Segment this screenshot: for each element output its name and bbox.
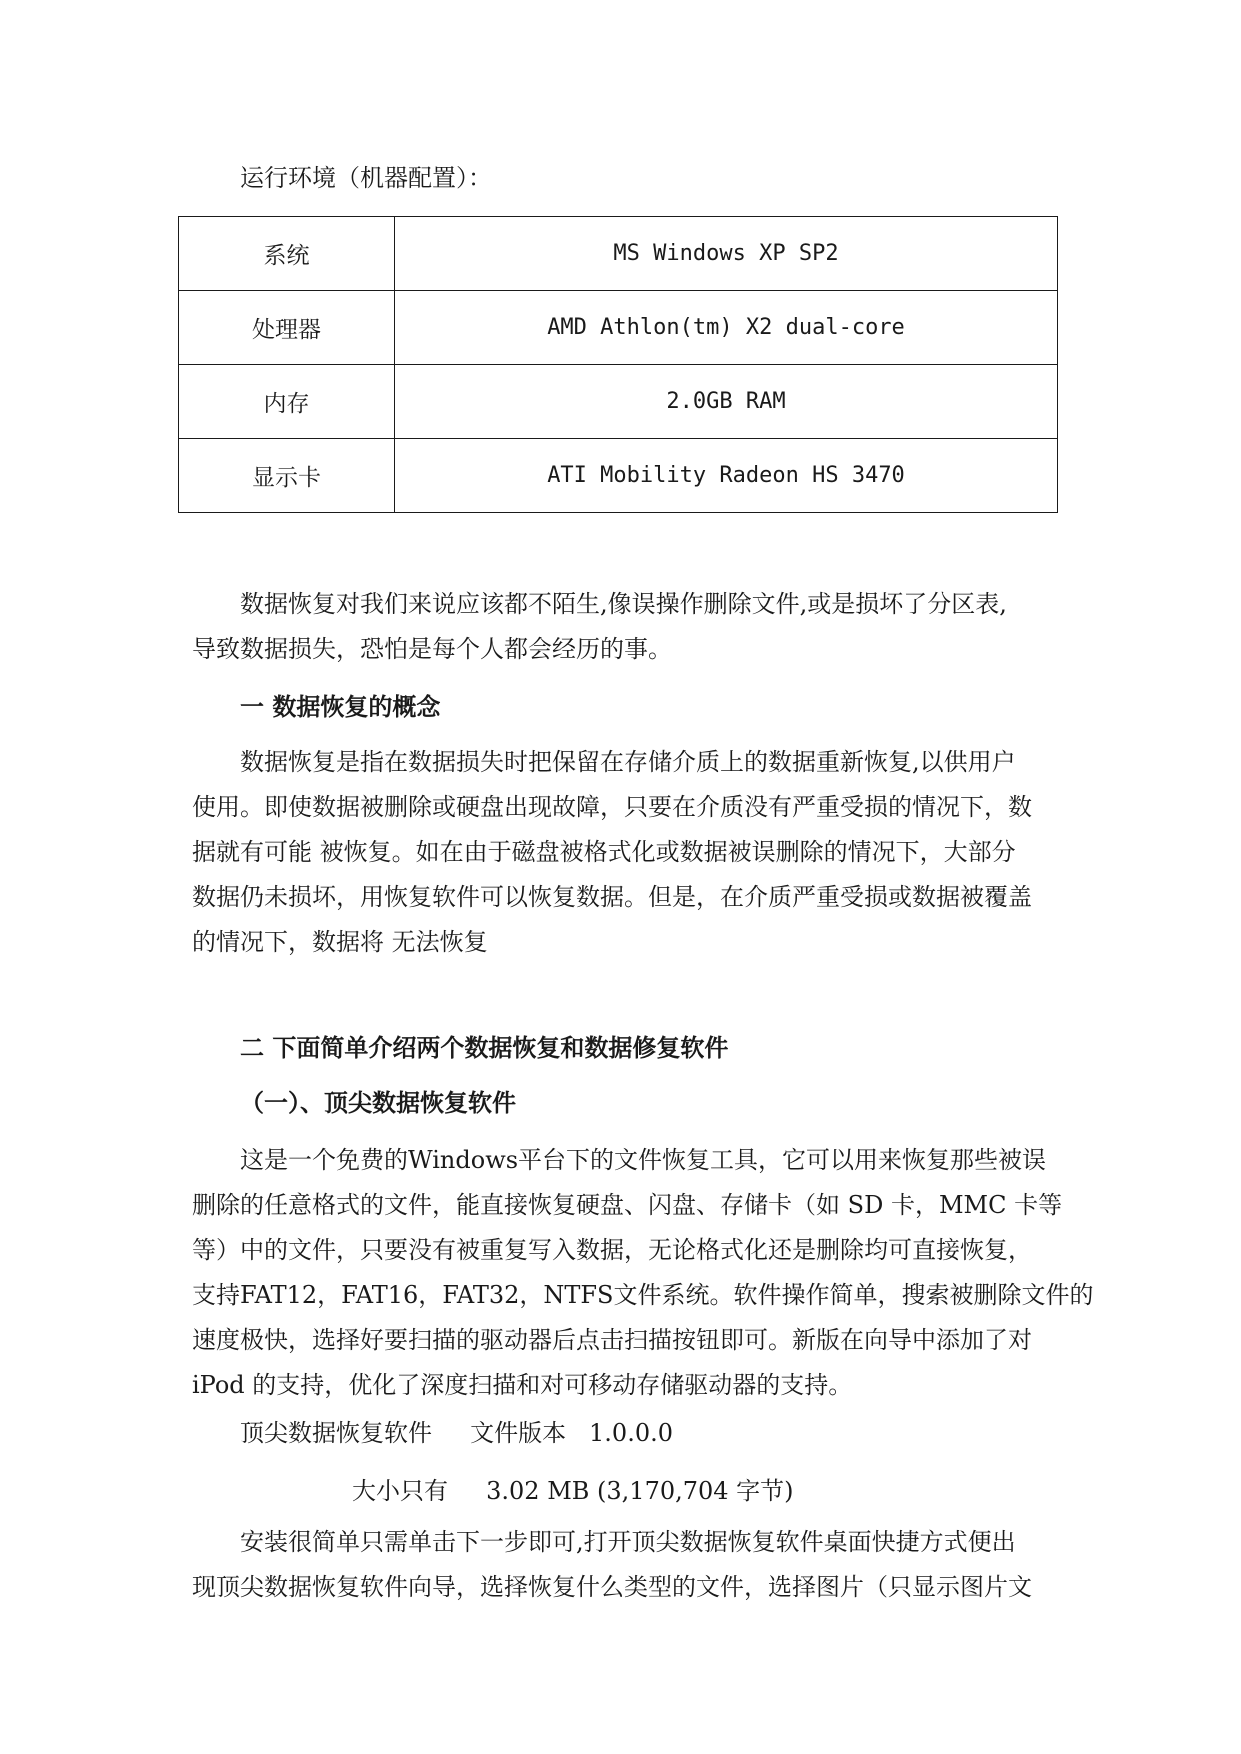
section2-paragraph — [192, 1138, 1094, 1408]
section2-line: 删除的任意格式的文件，能直接恢复硬盘、闪盘、存储卡（如 SD 卡，MMC 卡等 — [192, 1191, 1063, 1219]
install-line: 现顶尖数据恢复软件向导，选择恢复什么类型的文件，选择图片（只显示图片文 — [192, 1573, 1032, 1601]
spec-key-memory: 内存 — [179, 365, 395, 439]
table-row — [179, 291, 1058, 365]
section1-line: 数据仍未损坏，用恢复软件可以恢复数据。但是，在介质严重受损或数据被覆盖 — [192, 883, 1032, 911]
intro-line: 数据恢复对我们来说应该都不陌生,像误操作删除文件,或是损坏了分区表, — [240, 590, 1007, 618]
spec-key-processor: 处理器 — [179, 291, 395, 365]
table-row — [179, 439, 1058, 513]
section2-line: 支持FAT12，FAT16，FAT32，NTFS文件系统。软件操作简单，搜索被删除文件的 — [192, 1281, 1094, 1309]
section2-line: 速度极快，选择好要扫描的驱动器后点击扫描按钮即可。新版在向导中添加了对 — [192, 1326, 1032, 1354]
spec-value-system: MS Windows XP SP2 — [395, 217, 1058, 291]
section1-heading: 一 数据恢复的概念 — [240, 693, 441, 721]
env-label: 运行环境（机器配置）： — [240, 164, 492, 192]
section1-paragraph — [192, 740, 1032, 965]
table-row — [179, 365, 1058, 439]
section1-line: 据就有可能 被恢复。如在由于磁盘被格式化或数据被误删除的情况下，大部分 — [192, 838, 1016, 866]
section1-line: 的情况下，数据将 无法恢复 — [192, 928, 488, 956]
section1-line: 使用。即使数据被删除或硬盘出现故障，只要在介质没有严重受损的情况下，数 — [192, 793, 1032, 821]
table-row — [179, 217, 1058, 291]
section2-subheading: （一）、顶尖数据恢复软件 — [240, 1089, 516, 1117]
version-line: 顶尖数据恢复软件 文件版本 1.0.0.0 — [240, 1419, 673, 1447]
section2-line: 等）中的文件，只要没有被重复写入数据，无论格式化还是删除均可直接恢复， — [192, 1236, 1032, 1264]
size-line: 大小只有 3.02 MB (3,170,704 字节) — [352, 1477, 794, 1505]
section2-line: 这是一个免费的Windows平台下的文件恢复工具，它可以用来恢复那些被误 — [240, 1146, 1047, 1174]
install-paragraph — [192, 1520, 1032, 1610]
section2-line: iPod 的支持，优化了深度扫描和对可移动存储驱动器的支持。 — [192, 1371, 853, 1399]
spec-value-memory: 2.0GB RAM — [395, 365, 1058, 439]
intro-line: 导致数据损失，恐怕是每个人都会经历的事。 — [192, 635, 672, 663]
spec-value-processor: AMD Athlon(tm) X2 dual-core — [395, 291, 1058, 365]
spec-key-system: 系统 — [179, 217, 395, 291]
install-line: 安装很简单只需单击下一步即可,打开顶尖数据恢复软件桌面快捷方式便出 — [240, 1528, 1016, 1556]
spec-value-graphics: ATI Mobility Radeon HS 3470 — [395, 439, 1058, 513]
spec-key-graphics: 显示卡 — [179, 439, 395, 513]
spec-table — [178, 216, 1058, 513]
section2-heading: 二 下面简单介绍两个数据恢复和数据修复软件 — [240, 1034, 729, 1062]
intro-paragraph — [192, 582, 1007, 672]
section1-line: 数据恢复是指在数据损失时把保留在存储介质上的数据重新恢复,以供用户 — [240, 748, 1016, 776]
